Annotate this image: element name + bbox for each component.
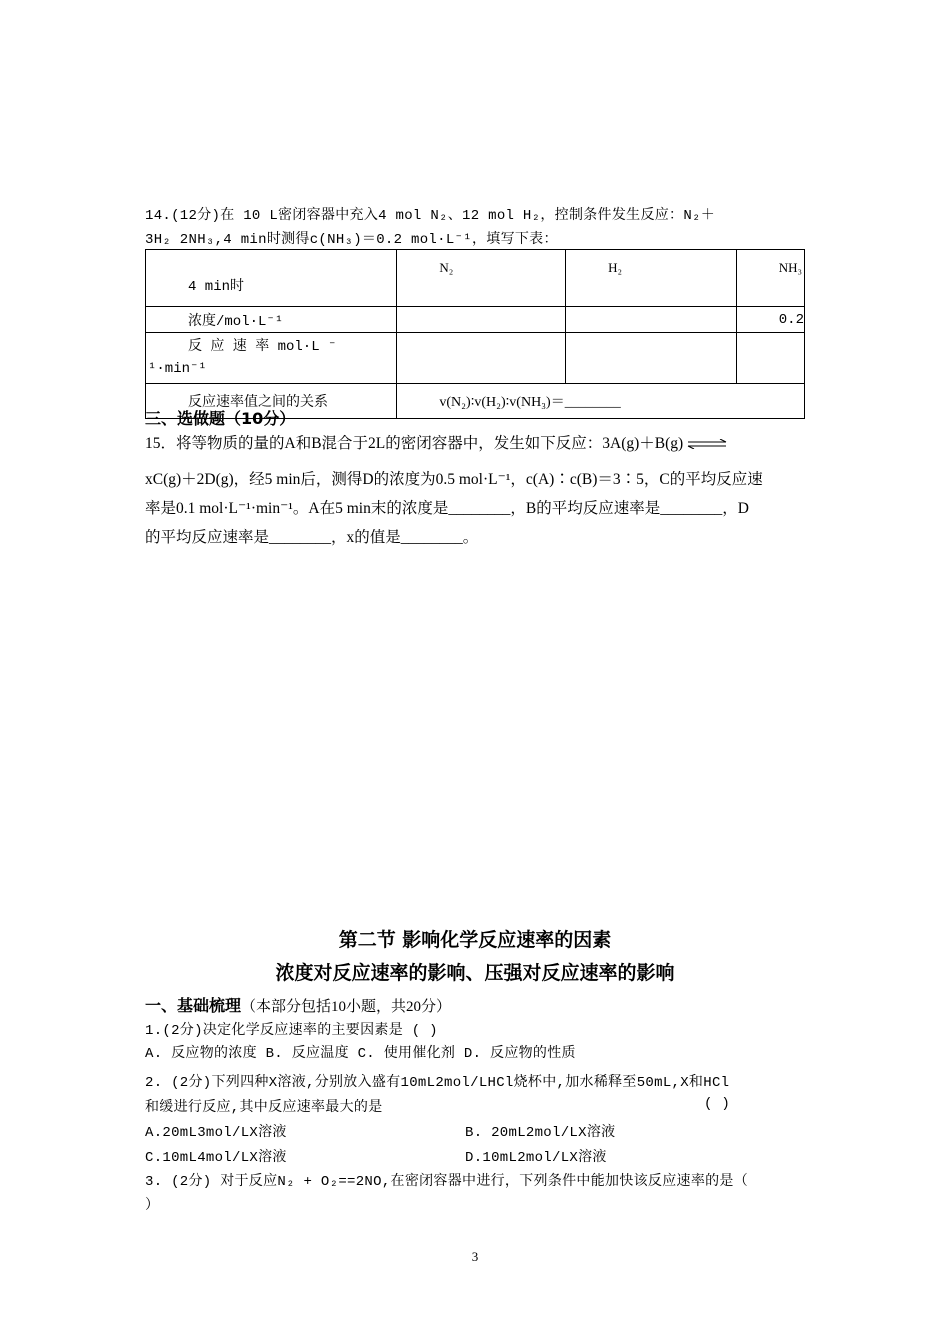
equilibrium-arrow-icon bbox=[687, 439, 727, 449]
q1-options: A. 反应物的浓度 B. 反应温度 C. 使用催化剂 D. 反应物的性质 bbox=[145, 1046, 576, 1062]
section-title-2: 浓度对反应速率的影响、压强对反应速率的影响 bbox=[275, 962, 675, 984]
part1-note: （本部分包括10小题，共20分） bbox=[241, 999, 452, 1015]
page-number: 3 bbox=[471, 1249, 479, 1264]
row-rate-h2 bbox=[566, 333, 737, 384]
table-header-h2: H₂ bbox=[566, 250, 737, 307]
q15-line3: 率是0.1 mol·L⁻¹·min⁻¹。A在5 min末的浓度是________，B的平均反应速率是________，D bbox=[145, 500, 749, 517]
q15-line4: 的平均反应速率是________，x的值是________。 bbox=[145, 529, 479, 546]
q14-line2: 3H₂ 2NH₃,4 min时测得c(NH₃)＝0.2 mol·L⁻¹，填写下表： bbox=[145, 232, 558, 248]
section3-heading: 三、选做题（10分） bbox=[145, 409, 296, 428]
q3-line1: 3. (2分) 对于反应N₂ + O₂==2NO,在密闭容器中进行，下列条件中能加快该反应速率的是（ bbox=[145, 1174, 749, 1190]
q3-line2: ） bbox=[145, 1198, 160, 1214]
row-rate-label-line1: 反 应 速 率 mol·L ⁻ bbox=[188, 339, 337, 355]
row-concentration-nh3: 0.2 bbox=[736, 307, 804, 333]
row-rate-n2 bbox=[397, 333, 566, 384]
row-rate-label-line2: ¹·min⁻¹ bbox=[148, 361, 207, 377]
part1-heading: 一、基础梳理 bbox=[145, 996, 242, 1015]
q15-line2: xC(g)＋2D(g)，经5 min后，测得D的浓度为0.5 mol·L⁻¹，c(A)∶c(B)＝3∶5，C的平均反应速 bbox=[145, 471, 763, 488]
q2-line2: 和缓进行反应,其中反应速率最大的是 bbox=[145, 1100, 383, 1116]
q2-option-c: C.10mL4mol/LX溶液 bbox=[145, 1150, 287, 1166]
row-rate-nh3 bbox=[736, 333, 804, 384]
q15-line1 bbox=[145, 431, 727, 453]
row-relation-label: 反应速率值之间的关系 bbox=[146, 384, 397, 419]
q1-stem: 1.(2分)决定化学反应速率的主要因素是 ( ) bbox=[145, 1023, 438, 1039]
row-concentration-n2 bbox=[397, 307, 566, 333]
q2-bracket: ( ) bbox=[704, 1096, 731, 1112]
row-concentration-label: 浓度/mol·L⁻¹ bbox=[146, 307, 397, 333]
q2-option-b: B. 20mL2mol/LX溶液 bbox=[465, 1125, 616, 1141]
row-concentration-h2 bbox=[566, 307, 737, 333]
q2-option-a: A.20mL3mol/LX溶液 bbox=[145, 1125, 287, 1141]
q2-option-d: D.10mL2mol/LX溶液 bbox=[465, 1150, 607, 1166]
q14-table bbox=[145, 249, 805, 419]
table-header-nh3: NH₃ bbox=[736, 250, 804, 307]
part1-heading-line bbox=[145, 993, 451, 1016]
table-header-time: 4 min时 bbox=[146, 250, 397, 307]
table-header-n2: N₂ bbox=[397, 250, 566, 307]
q15-line1-text: 15．将等物质的量的A和B混合于2L的密闭容器中，发生如下反应：3A(g)＋B(g) bbox=[145, 435, 684, 452]
q14-line1: 14.(12分)在 10 L密闭容器中充入4 mol N₂、12 mol H₂，控制条件发生反应：N₂＋ bbox=[145, 208, 716, 224]
section-title-1: 第二节 影响化学反应速率的因素 bbox=[338, 929, 612, 951]
q2-line1: 2. (2分)下列四种X溶液,分别放入盛有10mL2mol/LHCl烧杯中,加水稀释至50mL,X和HCl bbox=[145, 1075, 730, 1091]
row-rate-label bbox=[146, 333, 397, 384]
row-relation-value: v(N₂)∶v(H₂)∶v(NH₃)＝________ bbox=[397, 384, 805, 419]
